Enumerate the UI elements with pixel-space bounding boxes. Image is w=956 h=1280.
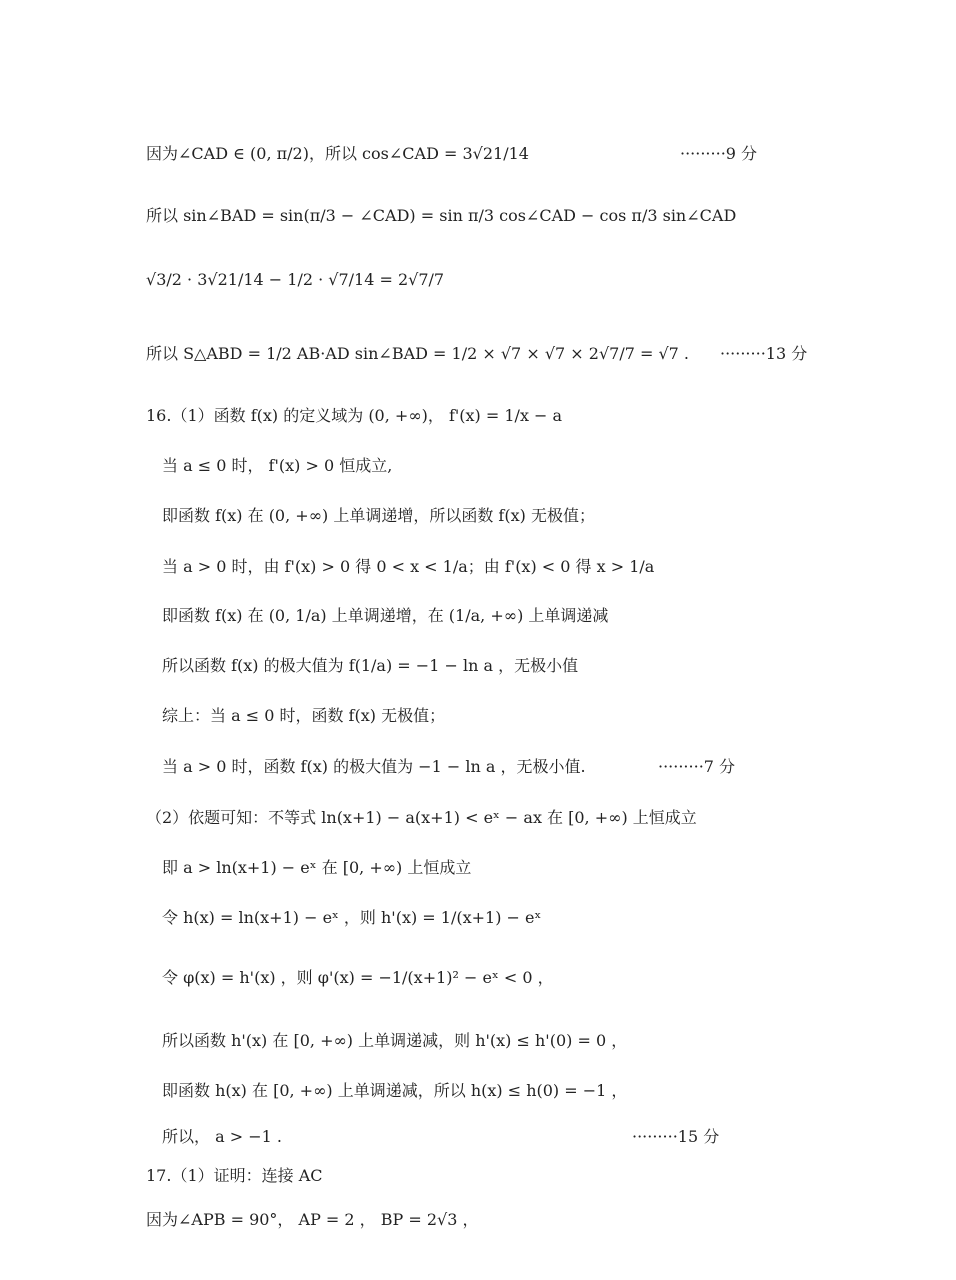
score-mark-7: ·········7 分 (658, 757, 736, 776)
score-mark-13: ·········13 分 (720, 344, 808, 363)
score-mark-15: ·········15 分 (632, 1127, 720, 1146)
question-16-part-1: 16.（1）函数 f(x) 的定义域为 (0, +∞)， f'(x) = 1/x − a (146, 406, 563, 425)
solution-line-18: 即函数 h(x) 在 [0, +∞) 上单调递减，所以 h(x) ≤ h(0) = −1 ， (162, 1081, 628, 1100)
solution-line-4: 所以 S△ABD = 1/2 AB·AD sin∠BAD = 1/2 × √7 × √7 × 2√7/7 = √7 . (146, 344, 690, 363)
solution-line-8: 当 a > 0 时，由 f'(x) > 0 得 0 < x < 1/a；由 f'(x) < 0 得 x > 1/a (162, 557, 655, 576)
question-16-part-2: （2）依题可知：不等式 ln(x+1) − a(x+1) < eˣ − ax 在 [0, +∞) 上恒成立 (146, 808, 697, 827)
question-17-part-1: 17.（1）证明：连接 AC (146, 1166, 323, 1185)
solution-line-16: 令 φ(x) = h'(x) ，则 φ'(x) = −1/(x+1)² − eˣ < 0 ， (162, 968, 554, 987)
solution-line-14: 即 a > ln(x+1) − eˣ 在 [0, +∞) 上恒成立 (162, 858, 472, 877)
solution-line-7: 即函数 f(x) 在 (0, +∞) 上单调递增，所以函数 f(x) 无极值； (162, 506, 595, 525)
solution-line-12: 当 a > 0 时，函数 f(x) 的极大值为 −1 − ln a ，无极小值. (162, 757, 586, 776)
solution-line-2: 所以 sin∠BAD = sin(π/3 − ∠CAD) = sin π/3 cos∠CAD − cos π/3 sin∠CAD (146, 206, 737, 225)
score-mark-9: ·········9 分 (680, 144, 758, 163)
solution-line-1: 因为∠CAD ∈ (0, π/2)，所以 cos∠CAD = 3√21/14 (146, 144, 529, 163)
solution-line-10: 所以函数 f(x) 的极大值为 f(1/a) = −1 − ln a ，无极小值 (162, 656, 579, 675)
solution-line-15: 令 h(x) = ln(x+1) − eˣ ，则 h'(x) = 1/(x+1) − eˣ (162, 908, 542, 927)
solution-line-11: 综上：当 a ≤ 0 时，函数 f(x) 无极值； (162, 706, 446, 725)
solution-line-9: 即函数 f(x) 在 (0, 1/a) 上单调递增，在 (1/a, +∞) 上单调递减 (162, 606, 609, 625)
solution-line-3: √3/2 · 3√21/14 − 1/2 · √7/14 = 2√7/7 (146, 270, 445, 289)
solution-line-6: 当 a ≤ 0 时， f'(x) > 0 恒成立, (162, 456, 393, 475)
solution-line-17: 所以函数 h'(x) 在 [0, +∞) 上单调递减，则 h'(x) ≤ h'(0) = 0 ， (162, 1031, 628, 1050)
solution-line-21: 因为∠APB = 90°， AP = 2 ， BP = 2√3 ， (146, 1210, 479, 1229)
solution-line-19: 所以， a > −1 . (162, 1127, 282, 1146)
